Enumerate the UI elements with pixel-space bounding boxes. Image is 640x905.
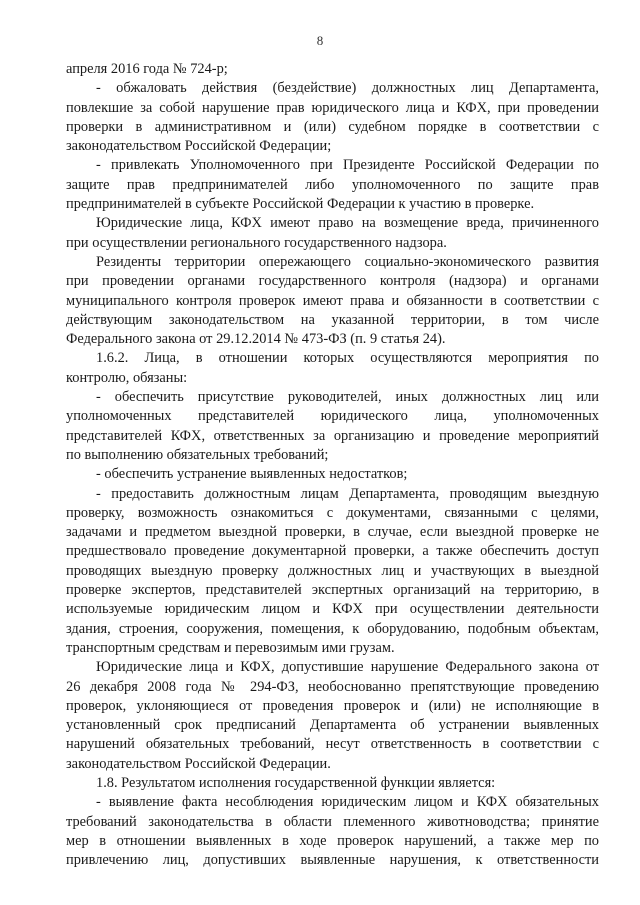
page-number: 8 [316,33,324,48]
text-line: законодательством Российской Федерации; [66,138,332,155]
text-line: контролю, обязаны: [66,369,188,386]
text-line: предпринимателей в субъекте Российской Федерации к участию в проверке. [66,196,535,213]
text-line: проверки в административном и (или) судебном порядке в соответствии с [66,118,599,135]
text-line: 1.6.2. Лица, в отношении которых осуществляются мероприятия по [96,350,599,367]
text-line: нарушений обязательных требований, несут ответственность в соответствии с [66,736,599,753]
text-line: повлекшие за собой нарушение прав юридического лица и КФХ, при проведении [66,99,599,116]
text-line: уполномоченных представителей юридического лица, уполномоченных [66,408,599,425]
text-line: - обеспечить устранение выявленных недостатков; [96,466,408,483]
text-line: при проведении органами государственного контроля (надзора) и органами [66,273,599,290]
text-line: защите прав предпринимателей либо уполномоченного по защите прав [66,176,599,193]
text-line: законодательством Российской Федерации. [66,755,331,772]
text-line: требований законодательства в области племенного животноводства; принятие [66,813,599,830]
text-line: апреля 2016 года № 724-р; [66,61,228,77]
text-line: проверке экспертов, представителей экспертных организаций на территорию, в [66,582,599,599]
text-line: по выполнению обязательных требований; [66,446,329,463]
text-line: 26 декабря 2008 года № 294-ФЗ, необоснованно препятствующие проведению [66,678,599,695]
text-line: Резиденты территории опережающего социально-экономического развития [96,253,599,270]
text-line: представителей КФХ, ответственных за организацию и проведение мероприятий [66,427,599,444]
text-line: здания, строения, сооружения, помещения, к оборудованию, подобным объектам, [66,620,599,637]
text-line: действующим законодательством на указанной территории, в том числе [66,311,599,328]
text-line: установленный срок предписаний Департамента об устранении выявленных [66,717,599,734]
text-line: при осуществлении регионального государственного надзора. [66,234,447,251]
text-line: Юридические лица, КФХ имеют право на возмещение вреда, причиненного [96,215,599,232]
text-line: привлечению лиц, допустивших выявленные нарушения, к ответственности [66,852,599,869]
document-body [66,60,599,870]
text-line: - предоставить должностным лицам Департамента, проводящим выездную [96,485,599,502]
text-line: муниципального контроля проверок имеют права и обязанности в соответствии с [66,292,599,309]
text-line: проверку, возможность ознакомиться с документами, связанными с целями, [66,504,599,521]
text-line: проверок, уклоняющиеся от проведения проверок и (или) не исполняющие в [66,697,599,714]
text-line: используемые юридическим лицом и КФХ при осуществлении деятельности [66,601,599,618]
text-line: Федерального закона от 29.12.2014 № 473-ФЗ (п. 9 статья 24). [66,331,446,348]
text-line: проводящих выездную проверку должностных лиц и участвующих в выездной [66,562,599,579]
text-line: - привлекать Уполномоченного при Президенте Российской Федерации по [96,157,599,174]
text-line: предшествовало проведение документарной проверки, а также обеспечить доступ [66,543,599,560]
text-line: задачами и предметом выездной проверки, в случае, если выездной проверке не [66,524,599,541]
text-line: - выявление факта несоблюдения юридическим лицом и КФХ обязательных [96,794,599,811]
text-line: Юридические лица и КФХ, допустившие нарушение Федерального закона от [96,659,599,676]
text-line: транспортным средствам и перевозимым ими грузам. [66,639,395,656]
text-line: - обжаловать действия (бездействие) должностных лиц Департамента, [96,80,599,97]
text-line: 1.8. Результатом исполнения государственной функции является: [96,774,496,791]
text-line: - обеспечить присутствие руководителей, иных должностных лиц или [96,389,599,406]
text-line: мер в отношении выявленных в ходе проверок нарушений, а также мер по [66,832,599,849]
